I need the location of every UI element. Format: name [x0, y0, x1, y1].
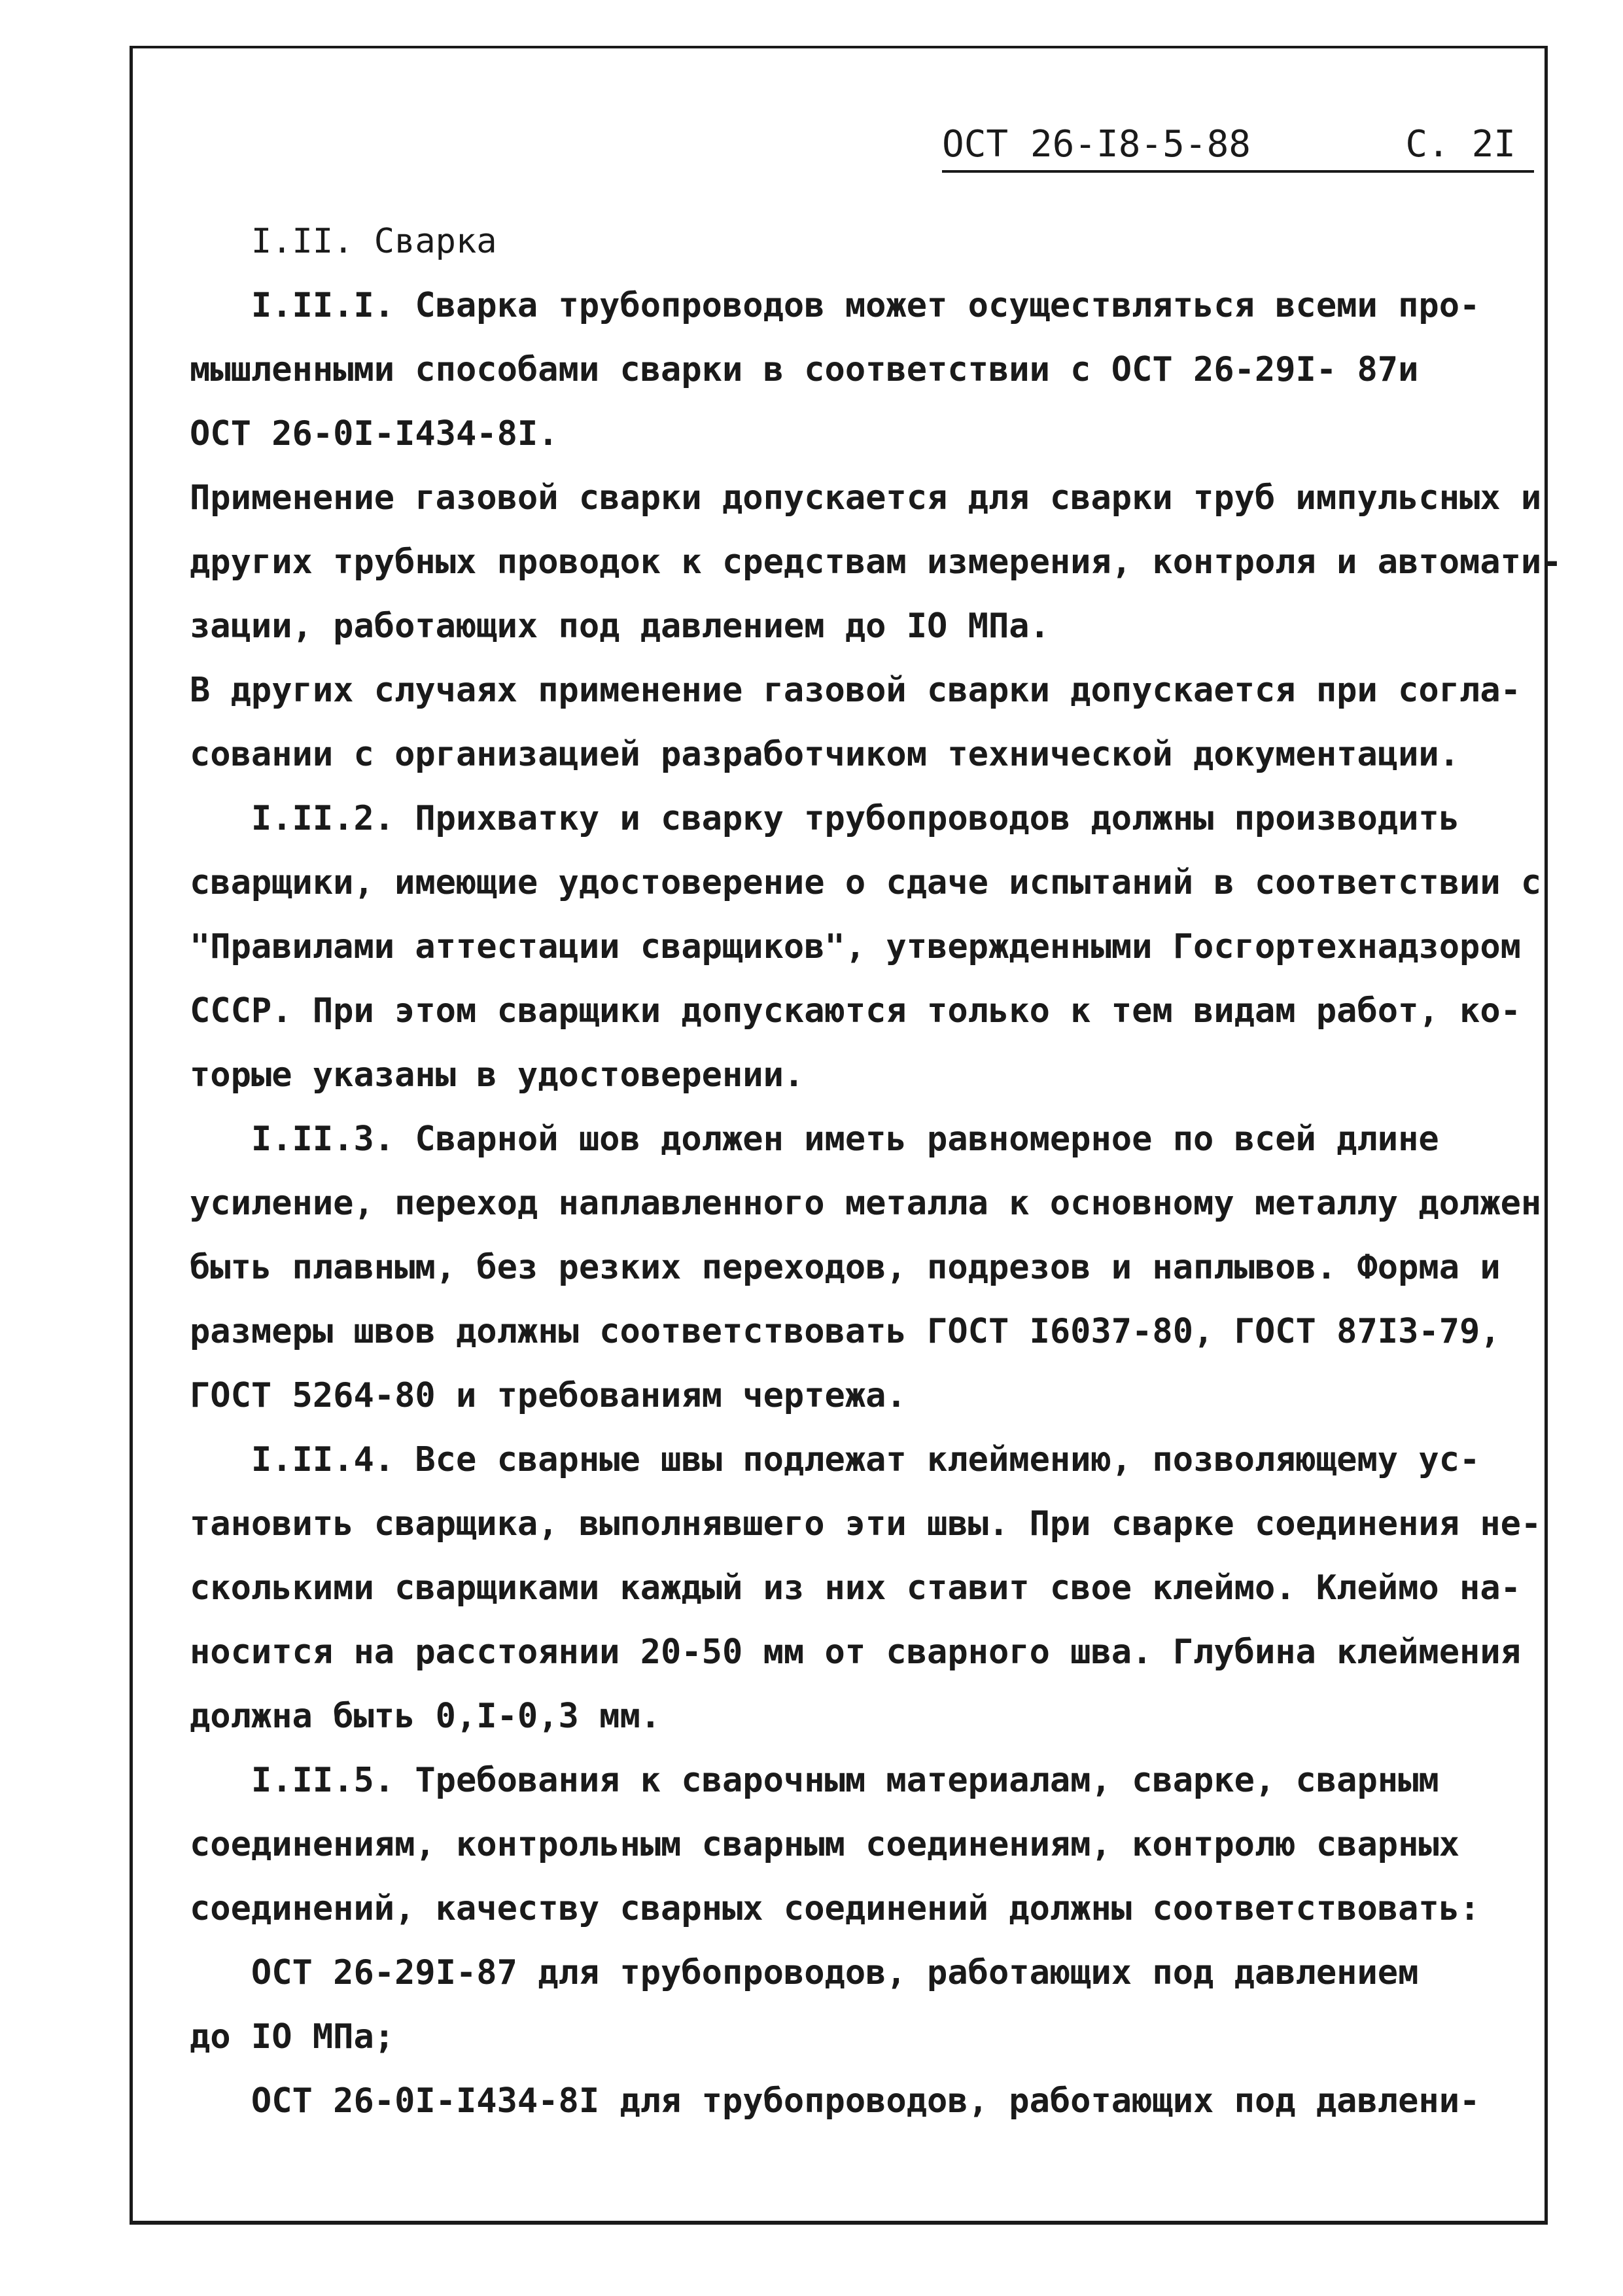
document-header: [942, 123, 1534, 173]
text-line: должна быть 0,I-0,3 мм.: [190, 1697, 661, 1736]
text-line: носится на расстоянии 20-50 мм от сварного шва. Глубина клеймения: [190, 1633, 1521, 1672]
text-line: СССР. При этом сварщики допускаются только к тем видам работ, ко-: [190, 991, 1521, 1031]
page-number: С. 2I: [1405, 123, 1516, 166]
text-line: ОСТ 26-29I-87 для трубопроводов, работающих под давлением: [190, 1953, 1419, 1992]
text-line: до IO МПа;: [190, 2017, 395, 2057]
text-line: соединениям, контрольным сварным соединениям, контролю сварных: [190, 1825, 1460, 1864]
text-line: I.II.2. Прихватку и сварку трубопроводов должны производить: [190, 799, 1460, 838]
section-heading: I.II. Сварка: [190, 222, 497, 261]
text-line: соединений, качеству сварных соединений должны соответствовать:: [190, 1889, 1480, 1928]
text-line: усиление, переход наплавленного металла к основному металлу должен: [190, 1184, 1542, 1223]
text-line: Применение газовой сварки допускается для сварки труб импульсных и: [190, 478, 1542, 518]
text-line: торые указаны в удостоверении.: [190, 1055, 805, 1095]
text-line: сварщики, имеющие удостоверение о сдаче испытаний в соответствии с: [190, 863, 1542, 902]
document-code: ОСТ 26-I8-5-88: [942, 123, 1251, 166]
text-line: тановить сварщика, выполнявшего эти швы. При сварке соединения не-: [190, 1504, 1542, 1544]
text-line: I.II.3. Сварной шов должен иметь равномерное по всей длине: [190, 1120, 1439, 1159]
text-line: ОСТ 26-0I-I434-8I для трубопроводов, работающих под давлени-: [190, 2081, 1480, 2121]
text-line: мышленными способами сварки в соответствии с ОСТ 26-29I- 87и: [190, 350, 1419, 389]
text-line: других трубных проводок к средствам измерения, контроля и автомати-: [190, 542, 1562, 582]
text-line: зации, работающих под давлением до IO МПа.: [190, 607, 1050, 646]
text-line: ОСТ 26-0I-I434-8I.: [190, 414, 559, 453]
text-line: сколькими сварщиками каждый из них ставит свое клеймо. Клеймо на-: [190, 1568, 1521, 1608]
text-line: размеры швов должны соответствовать ГОСТ I6037-80, ГОСТ 87I3-79,: [190, 1312, 1501, 1351]
text-line: совании с организацией разработчиком технической документации.: [190, 735, 1460, 774]
text-line: I.II.4. Все сварные швы подлежат клеймению, позволяющему ус-: [190, 1440, 1480, 1479]
text-line: I.II.5. Требования к сварочным материалам, сварке, сварным: [190, 1761, 1439, 1800]
text-line: быть плавным, без резких переходов, подрезов и наплывов. Форма и: [190, 1248, 1501, 1287]
text-line: ГОСТ 5264-80 и требованиям чертежа.: [190, 1376, 907, 1415]
text-line: В других случаях применение газовой сварки допускается при согла-: [190, 671, 1521, 710]
document-body: [190, 209, 1562, 2133]
text-line: I.II.I. Сварка трубопроводов может осуществляться всеми про-: [190, 286, 1480, 325]
text-line: "Правилами аттестации сварщиков", утвержденными Госгортехнадзором: [190, 927, 1521, 966]
